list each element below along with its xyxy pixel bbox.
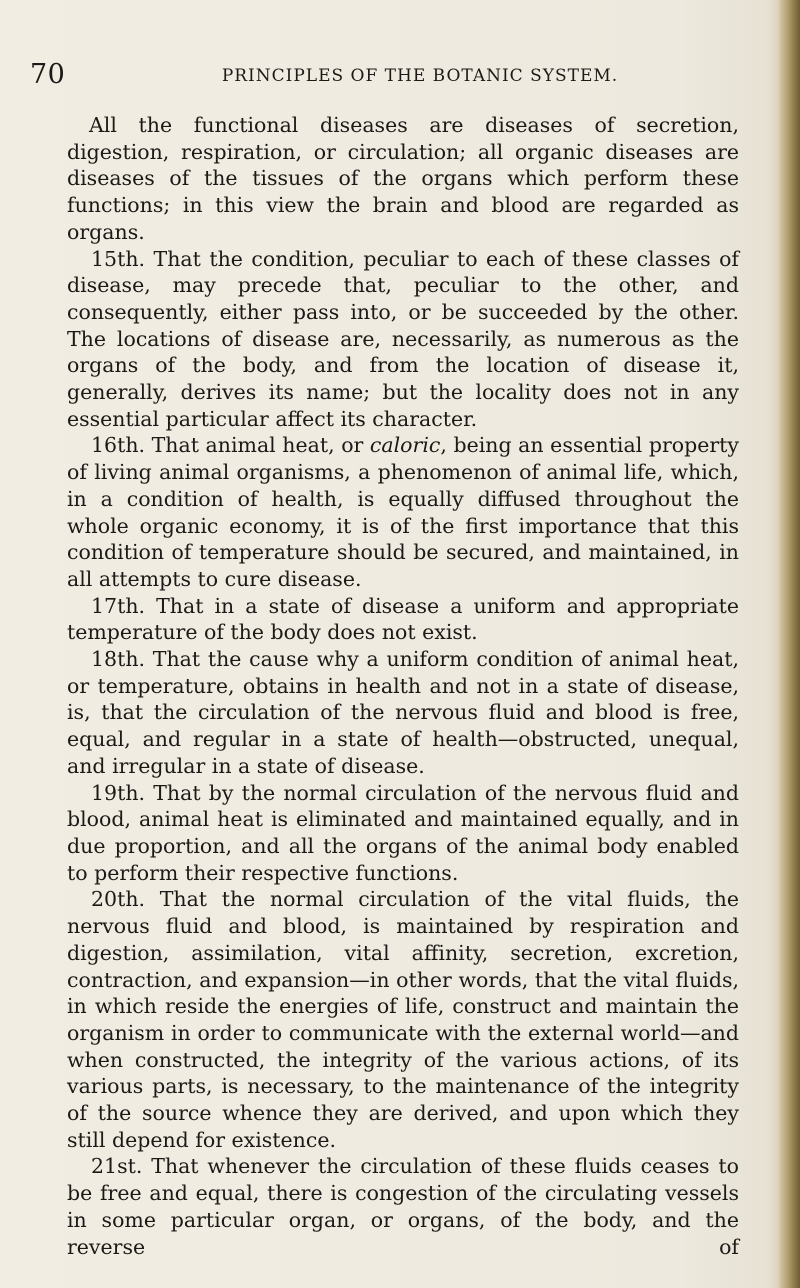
paragraph-21st: 21st. That whenever the circulation of these fluids ceases to be free and equal, there is congestion of the circulating vessels in some particular organ, or organs, of the body, and the reverse of (67, 1154, 739, 1259)
page-number: 70 (30, 59, 66, 90)
page-header (30, 60, 750, 90)
page-edge (778, 0, 800, 1288)
paragraph-19th: 19th. That by the normal circulation of the nervous fluid and blood, animal heat is eliminated and maintained equally, and in due proportion, and all the organs of the animal body enabled to perform their respective functions. (67, 780, 739, 885)
body-text (67, 112, 739, 1260)
paragraph-20th: 20th. That the normal circulation of the vital fluids, the nervous fluid and blood, is maintained by respiration and digestion, assimilation, vital affinity, secretion, excretion, contraction, and expansion—in other words, that the vital fluids, in which reside the energies of life, construct and maintain the organism in order to communicate with the external world—and when constructed, the integrity of the various actions, of its various parts, is necessary, to the maintenance of the integrity of the source whence they are derived, and upon which they still depend for existence. (67, 887, 739, 1152)
paragraph-16th-part-1: 16th. That animal heat, or (91, 433, 370, 458)
paragraph-17th: 17th. That in a state of disease a uniform and appropriate temperature of the body does not exist. (67, 593, 739, 645)
paragraph-18th: 18th. That the cause why a uniform condition of animal heat, or temperature, obtains in health and not in a state of disease, is, that the circulation of the nervous fluid and blood is free, equal, and regular in a state of health—obstructed, unequal, and irregular in a state of disease. (67, 647, 739, 778)
paragraph-15th: 15th. That the condition, peculiar to each of these classes of disease, may precede that, peculiar to the other, and consequently, either pass into, or be succeeded by the other. The locations of disease are, necessarily, as numerous as the organs of the body, and from the location of disease it, generally, derives its name; but the locality does not in any essential particular affect its character. (67, 246, 739, 431)
paragraph-16th (67, 432, 739, 592)
paragraph-16th-part-2: , being an essential property of living animal organisms, a phenomenon of animal life, which, in a condition of health, is equally diffused throughout the whole organic economy, it is of the first importance that this condition of temperature should be secured, and maintained, in all attempts to cure disease. (67, 433, 739, 591)
running-title: PRINCIPLES OF THE BOTANIC SYSTEM. (221, 66, 619, 86)
italic-term-caloric: caloric (369, 433, 441, 458)
paragraph-intro: All the functional diseases are diseases of secretion, digestion, respiration, or circulation; all organic diseases are diseases of the tissues of the organs which perform these functions; in this view the brain and blood are regarded as organs. (67, 113, 739, 244)
